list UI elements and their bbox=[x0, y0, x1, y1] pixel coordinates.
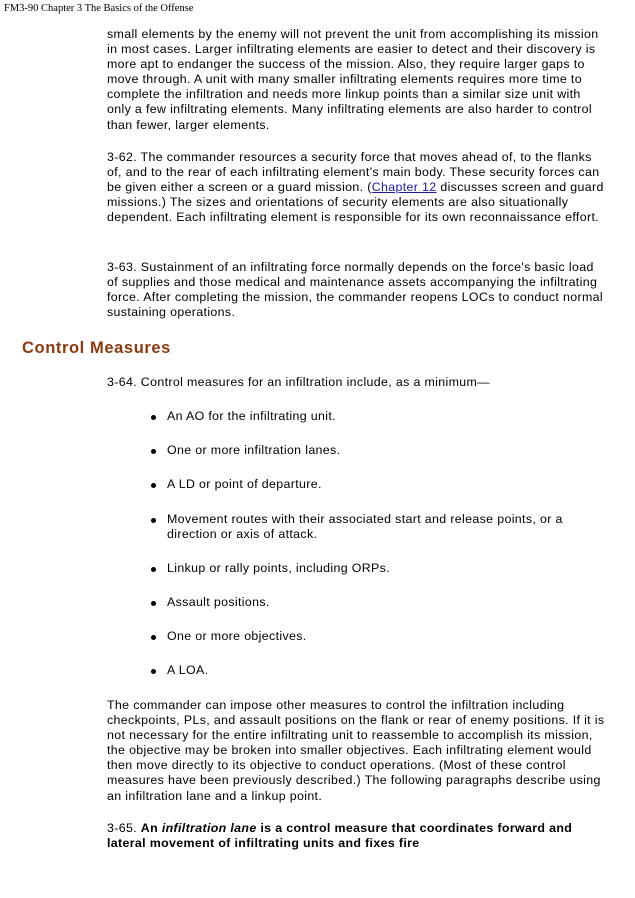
chapter-12-link[interactable]: Chapter 12 bbox=[371, 180, 437, 195]
list-item-text: One or more infiltration lanes. bbox=[167, 443, 341, 458]
list-item bbox=[150, 409, 600, 424]
bullet-icon bbox=[151, 635, 156, 640]
paragraph-3-65-rest: is a control measure that coordinates forward and lateral movement of infiltrating units and fixes fire bbox=[107, 821, 573, 851]
list-item bbox=[150, 512, 600, 542]
bullet-icon bbox=[151, 483, 156, 488]
bullet-icon bbox=[151, 518, 156, 523]
paragraph-3-65-number: 3-65. bbox=[107, 821, 141, 835]
list-item-text: An AO for the infiltrating unit. bbox=[167, 409, 336, 423]
bullet-icon bbox=[151, 415, 156, 420]
list-item bbox=[150, 595, 600, 610]
bullet-icon bbox=[151, 601, 156, 606]
bullet-icon bbox=[151, 449, 156, 454]
section-heading-control-measures: Control Measures bbox=[22, 339, 171, 357]
paragraph-3-64: 3-64. Control measures for an infiltration include, as a minimum— bbox=[107, 375, 490, 389]
paragraph-3-62-text-start: 3-62. The commander resources a security force that moves ahead of, to the flanks of, and to the rear of each infiltrating element's main body. These security forces can be given either a screen or a guard mission. ( bbox=[107, 150, 600, 195]
paragraph-after-list: The commander can impose other measures to control the infiltration including checkpoints, PLs, and assault positions on the flank or rear of enemy positions. If it is not necessary for the entire infiltrating unit to reassemble to accomplish its mission, the objective may be broken into smaller objectives. Each infiltrating element would then move directly to its objective to conduct operations. (Most of these control measures have been previously described.) The following paragraphs describe using an infiltration lane and a linkup point. bbox=[107, 698, 605, 803]
list-item bbox=[150, 561, 600, 576]
list-item bbox=[150, 663, 600, 678]
term-infiltration-lane: infiltration lane bbox=[161, 821, 257, 835]
bullet-icon bbox=[151, 669, 156, 674]
list-item-text: Linkup or rally points, including ORPs. bbox=[167, 560, 391, 575]
list-item-text: A LOA. bbox=[167, 663, 209, 678]
paragraph-3-65-lead: An bbox=[140, 821, 162, 835]
list-item bbox=[150, 443, 600, 458]
paragraph-3-62-text-end: discusses screen and guard missions.) The sizes and orientations of security elements are also situationally dependent. Each infiltrating element is responsible for its own reconnaissance effort. bbox=[107, 180, 604, 225]
bullet-icon bbox=[151, 567, 156, 572]
running-head: FM3-90 Chapter 3 The Basics of the Offense bbox=[4, 3, 194, 14]
control-measures-list bbox=[150, 409, 600, 698]
list-item bbox=[150, 477, 600, 492]
list-item-text: Assault positions. bbox=[167, 595, 270, 610]
list-item bbox=[150, 629, 600, 644]
paragraph-continued: small elements by the enemy will not prevent the unit from accomplishing its mission in most cases. Larger infiltrating elements are easier to detect and their discovery is more apt to endanger the success of the mission. Also, they require larger gaps to move through. A unit with many smaller infiltrating elements requires more time to complete the infiltration and needs more linkup points than a similar size unit with only a few infiltrating elements. Many infiltrating elements are also harder to control than fewer, larger elements. bbox=[107, 27, 599, 132]
list-item-text: One or more objectives. bbox=[167, 629, 307, 644]
list-item-text: Movement routes with their associated start and release points, or a direction or axis of attack. bbox=[167, 511, 563, 541]
paragraph-3-62 bbox=[107, 150, 607, 225]
list-item-text: A LD or point of departure. bbox=[167, 477, 322, 492]
paragraph-3-65 bbox=[107, 821, 607, 851]
paragraph-3-63: 3-63. Sustainment of an infiltrating force normally depends on the force's basic load of supplies and those medical and maintenance assets accompanying the infiltrating force. After completing the mission, the commander reopens LOCs to conduct normal sustaining operations. bbox=[107, 260, 603, 320]
